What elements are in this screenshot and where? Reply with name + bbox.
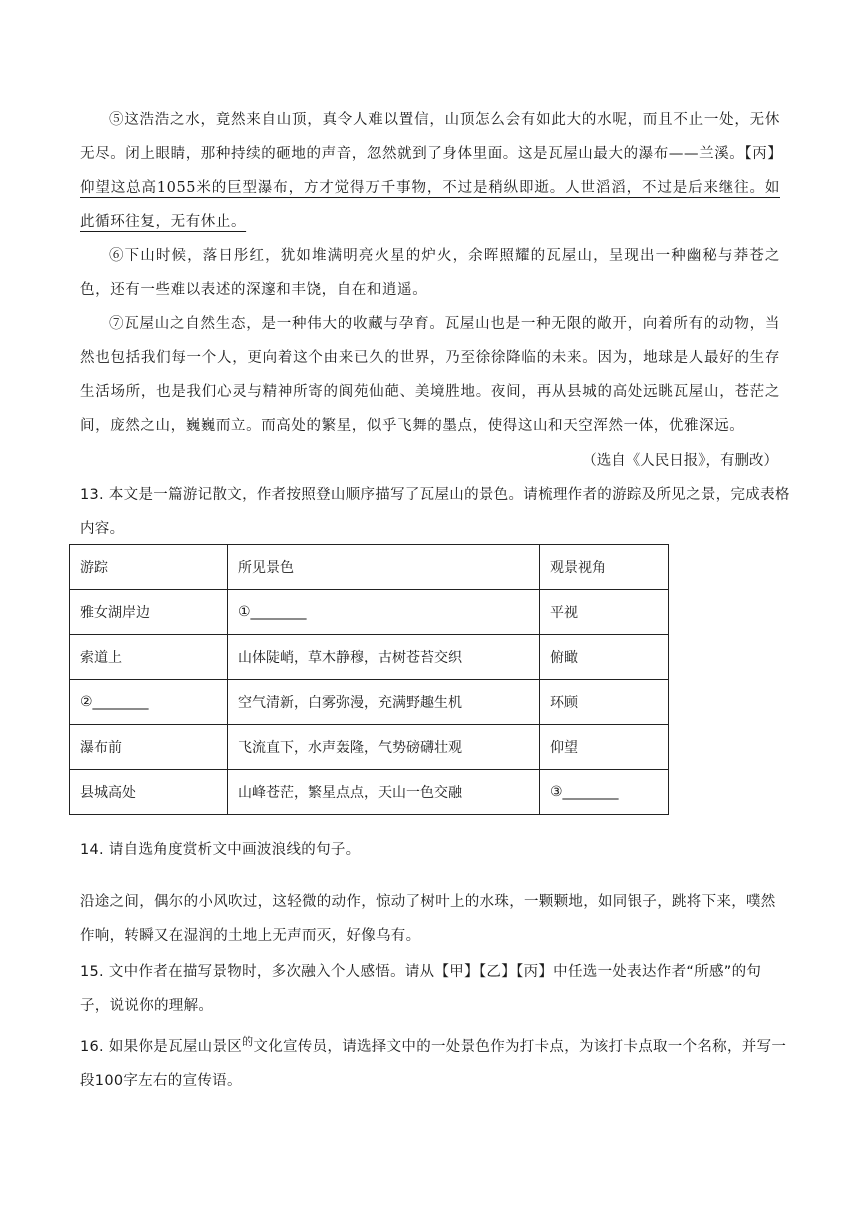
passage-paragraph-6: ⑥下山时候，落日彤红，犹如堆满明亮火星的炉火，余晖照耀的瓦屋山，呈现出一种幽秘与莽苍之色，还有一些难以表述的深邃和丰饶，自在和逍遥。 (80, 248, 780, 298)
passage-paragraph-5 (80, 103, 783, 239)
question-14-quote: 沿途之间，偶尔的小风吹过，这轻微的动作，惊动了树叶上的水珠，一颗颗地，如同银子，跳将下来，噗然作响，转瞬又在湿润的土地上无声而灭，好像乌有。 (80, 894, 776, 944)
table-cell: 雅女湖岸边 (70, 590, 228, 635)
question-16 (80, 1025, 790, 1098)
answer-blank-3[interactable]: ③________ (540, 770, 669, 815)
table-row (70, 725, 669, 770)
table-header-cell: 所见景色 (228, 545, 540, 590)
question-16-text-b: 文化宣传员，请选择文中的一处景色作为打卡点，为该打卡点取一个名称，并写一段100字左右的宣传语。 (80, 1039, 787, 1089)
table-cell: 仰望 (540, 725, 669, 770)
passage-source: （选自《人民日报》，有删改） (582, 453, 778, 469)
itinerary-table (69, 544, 669, 815)
question-16-small-char: 的 (242, 1035, 254, 1048)
table-cell: 索道上 (70, 635, 228, 680)
answer-blank-1[interactable]: ①________ (228, 590, 540, 635)
paragraph-5-text: ⑤这浩浩之水，竟然来自山顶，真令人难以置信，山顶怎么会有如此大的水呢，而且不止一处，无休无尽。闭上眼睛，那种持续的砸地的声音，忽然就到了身体里面。这是瓦屋山最大的瀑布——兰溪。【丙】 (80, 112, 783, 162)
table-row (70, 770, 669, 815)
table-cell: 山体陡峭，草木静穆，古树苍苔交织 (228, 635, 540, 680)
table-cell: 瀑布前 (70, 725, 228, 770)
table-header-row (70, 545, 669, 590)
table-cell: 俯瞰 (540, 635, 669, 680)
table-cell: 山峰苍茫，繁星点点，天山一色交融 (228, 770, 540, 815)
question-13: 13. 本文是一篇游记散文，作者按照登山顺序描写了瓦屋山的景色。请梳理作者的游踪及所见之景，完成表格内容。 (80, 487, 790, 537)
table-row (70, 635, 669, 680)
table-cell: 县城高处 (70, 770, 228, 815)
table-cell: 空气清新，白雾弥漫，充满野趣生机 (228, 680, 540, 725)
question-14: 14. 请自选角度赏析文中画波浪线的句子。 (80, 842, 361, 858)
paragraph-5-underlined-sentence: 仰望这总高1055米的巨型瀑布，方才觉得万千事物，不过是稍纵即逝。人世滔滔，不过是后来继往。如此循环往复，无有休止。 (80, 180, 780, 230)
table-row (70, 680, 669, 725)
question-15: 15. 文中作者在描写景物时，多次融入个人感悟。请从【甲】【乙】【丙】中任选一处表达作者“所感”的句子，说说你的理解。 (80, 964, 762, 1014)
table-cell: 平视 (540, 590, 669, 635)
table-cell: 环顾 (540, 680, 669, 725)
question-16-text-a: 16. 如果你是瓦屋山景区 (80, 1039, 243, 1055)
table-row (70, 590, 669, 635)
passage-paragraph-7: ⑦瓦屋山之自然生态，是一种伟大的收藏与孕育。瓦屋山也是一种无限的敞开，向着所有的动物，当然也包括我们每一个人，更向着这个由来已久的世界，乃至徐徐降临的未来。因为，地球是人最好的生存生活场所，也是我们心灵与精神所寄的阆苑仙葩、美境胜地。夜间，再从县城的高处远眺瓦屋山，苍茫之间，庞然之山，巍巍而立。而高处的繁星，似乎飞舞的墨点，使得这山和天空浑然一体，优雅深远。 (80, 316, 780, 434)
table-cell: 飞流直下，水声轰隆，气势磅礴壮观 (228, 725, 540, 770)
answer-blank-2[interactable]: ②________ (70, 680, 228, 725)
table-header-cell: 观景视角 (540, 545, 669, 590)
table-header-cell: 游踪 (70, 545, 228, 590)
